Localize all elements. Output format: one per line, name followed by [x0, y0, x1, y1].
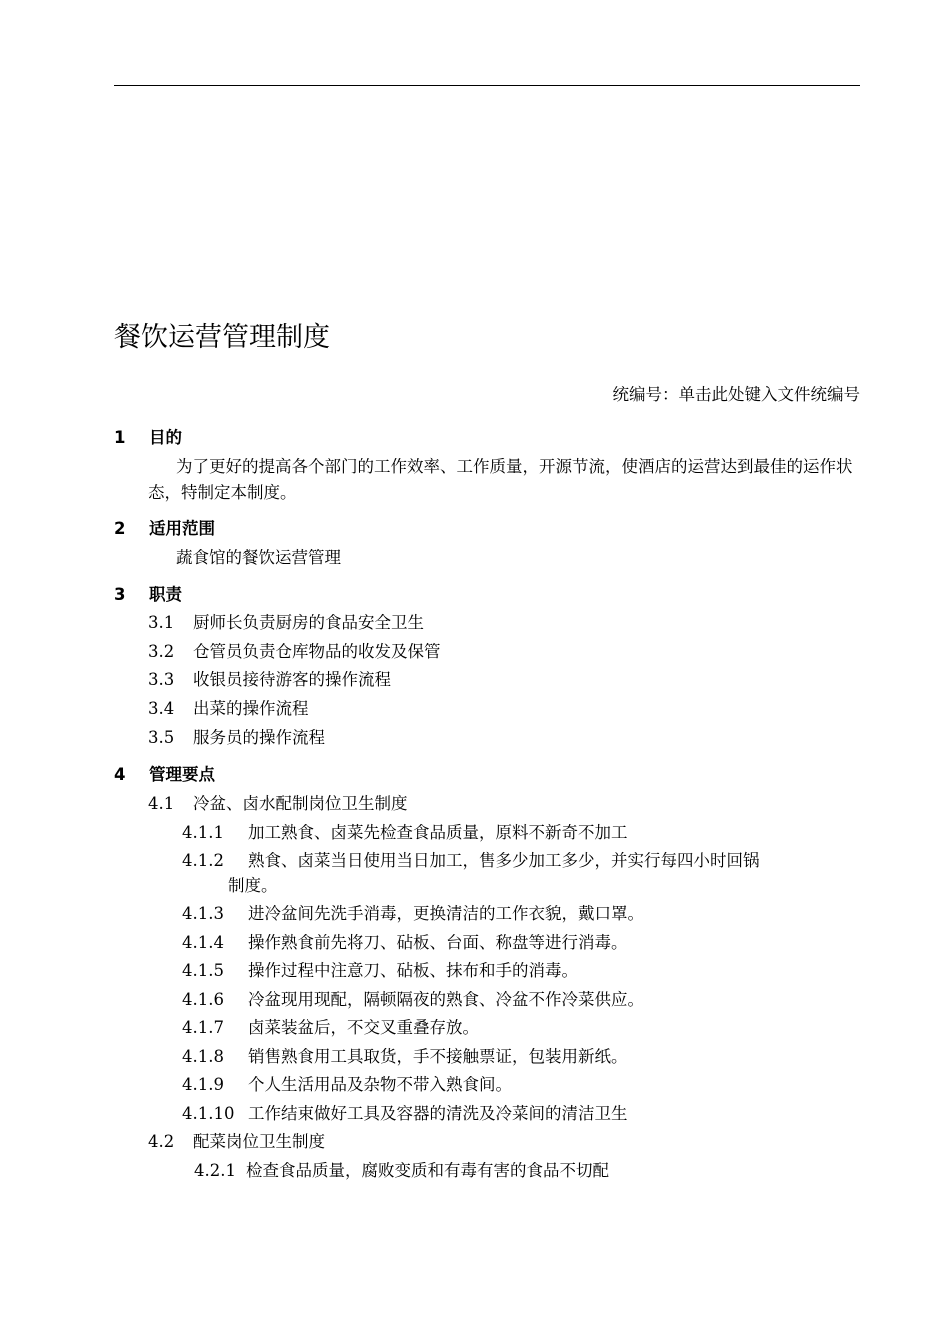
list-item: 3.3 收银员接待游客的操作流程 — [148, 670, 391, 689]
list-item: 4.1.2 熟食、卤菜当日使用当日加工，售多少加工多少，并实行每四小时回锅 — [182, 851, 760, 870]
list-item: 4.1.8 销售熟食用工具取货，手不接触票证，包装用新纸。 — [182, 1047, 628, 1066]
list-item: 4.1.1 加工熟食、卤菜先检查食品质量，原料不新奇不加工 — [182, 823, 628, 842]
list-item: 3.4 出菜的操作流程 — [148, 699, 309, 718]
section-2-text: 蔬食馆的餐饮运营管理 — [176, 548, 341, 567]
section-3-heading: 3 职责 — [114, 585, 182, 604]
list-item: 3.5 服务员的操作流程 — [148, 728, 325, 747]
section-2-heading: 2 适用范围 — [114, 519, 215, 538]
document-number: 统编号：单击此处键入文件统编号 — [612, 385, 860, 404]
list-item: 4.1.4 操作熟食前先将刀、砧板、台面、称盘等进行消毒。 — [182, 933, 628, 952]
document-title: 餐饮运营管理制度 — [114, 322, 330, 353]
section-1-heading: 1 目的 — [114, 428, 182, 447]
list-item-continuation: 制度。 — [228, 876, 278, 895]
list-item: 3.1 厨师长负责厨房的食品安全卫生 — [148, 613, 424, 632]
list-item: 3.2 仓管员负责仓库物品的收发及保管 — [148, 642, 441, 661]
subsection-4-2: 4.2 配菜岗位卫生制度 — [148, 1132, 325, 1151]
header-rule — [114, 85, 860, 86]
section-1-text: 为了更好的提高各个部门的工作效率、工作质量，开源节流，使酒店的运营达到最佳的运作状态，特制定本制度。 — [148, 457, 853, 502]
list-item: 4.1.3 进冷盆间先洗手消毒，更换清洁的工作衣貌，戴口罩。 — [182, 904, 644, 923]
list-item: 4.1.5 操作过程中注意刀、砧板、抹布和手的消毒。 — [182, 961, 578, 980]
section-4-heading: 4 管理要点 — [114, 765, 215, 784]
subsection-4-1: 4.1 冷盆、卤水配制岗位卫生制度 — [148, 794, 408, 813]
list-item: 4.1.7 卤菜装盆后，不交叉重叠存放。 — [182, 1018, 479, 1037]
list-item: 4.2.1 检查食品质量，腐败变质和有毒有害的食品不切配 — [194, 1161, 609, 1180]
list-item: 4.1.10 工作结束做好工具及容器的清洗及冷菜间的清洁卫生 — [182, 1104, 628, 1123]
list-item: 4.1.9 个人生活用品及杂物不带入熟食间。 — [182, 1075, 512, 1094]
list-item: 4.1.6 冷盆现用现配，隔顿隔夜的熟食、冷盆不作冷菜供应。 — [182, 990, 644, 1009]
